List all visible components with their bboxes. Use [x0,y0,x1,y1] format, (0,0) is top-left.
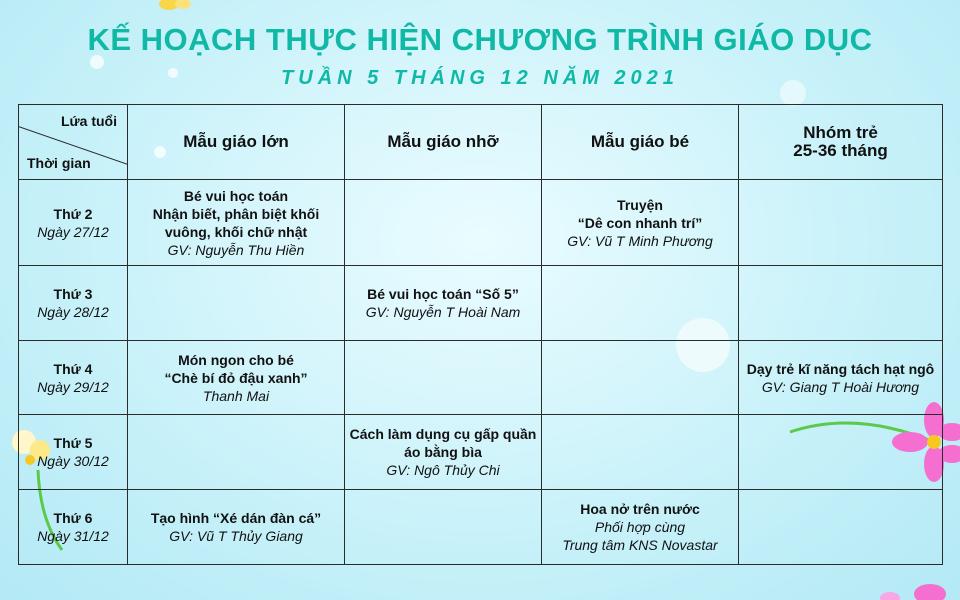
date-label: Ngày 30/12 [37,453,109,469]
activity-cell [542,266,739,341]
page-subtitle: TUẦN 5 THÁNG 12 NĂM 2021 [281,67,679,89]
page-title: KẾ HOẠCH THỰC HIỆN CHƯƠNG TRÌNH GIÁO DỤC [87,22,873,57]
activity-cell [345,415,542,490]
partner-name: Trung tâm KNS Novastar [562,537,718,553]
activity-cell [542,415,739,490]
activity-cell [542,180,739,266]
activity-detail: “Chè bí đỏ đậu xanh” [164,369,308,386]
table-row [19,415,943,490]
day-cell [19,490,128,565]
day-label: Thứ 4 [53,360,93,377]
activity-cell [345,266,542,341]
table-row [19,180,943,266]
activity-title: Món ngon cho bé [178,351,294,368]
activity-cell [542,490,739,565]
activity-cell [128,490,345,565]
teacher-label: GV: Ngô Thủy Chi [386,462,500,478]
teacher-label: GV: Giang T Hoài Hương [761,378,920,395]
schedule-table [18,104,943,565]
day-cell [19,266,128,341]
activity-cell [542,341,739,415]
column-header: Mẫu giáo bé [542,105,739,180]
corner-cell [19,105,128,180]
activity-cell [739,266,943,341]
day-label: Thứ 3 [53,286,93,302]
activity-cell [128,266,345,341]
activity-cell [739,180,943,266]
activity-title: Hoa nở trên nước [580,501,700,517]
activity-cell [128,180,345,266]
activity-cell [739,415,943,490]
activity-cell [345,490,542,565]
day-cell [19,341,128,415]
column-header: Mẫu giáo lớn [128,105,345,180]
butterfly-icon [155,0,195,16]
activity-detail: Nhận biết, phân biệt khối vuông, khối chữ nhật [152,205,320,240]
column-header [739,105,943,180]
teacher-label: GV: Vũ T Minh Phương [567,232,713,249]
activity-cell [345,341,542,415]
date-label: Ngày 29/12 [37,378,109,395]
table-row [19,490,943,565]
flower-icon [860,580,960,600]
activity-title: Bé vui học toán “Số 5” [367,286,519,302]
activity-detail: “Dê con nhanh trí” [577,214,703,231]
teacher-label: GV: Vũ T Thủy Giang [169,528,303,544]
activity-title: Truyện [617,196,663,213]
day-label: Thứ 6 [53,510,93,526]
activity-cell [739,341,943,415]
day-cell [19,180,128,266]
activity-cell [345,180,542,266]
day-label: Thứ 5 [53,435,93,451]
teacher-label: GV: Nguyễn T Hoài Nam [365,304,521,320]
activity-title: Bé vui học toán [183,187,289,204]
activity-title: Dạy trẻ kĩ năng tách hạt ngô [746,360,935,377]
activity-cell [128,415,345,490]
table-row [19,266,943,341]
date-label: Ngày 28/12 [37,304,109,320]
day-cell [19,415,128,490]
date-label: Ngày 31/12 [37,528,109,544]
teacher-label: GV: Nguyễn Thu Hiền [167,241,305,258]
table-row [19,341,943,415]
activity-cell [739,490,943,565]
corner-age-label: Lứa tuổi [60,113,117,129]
activity-title: Cách làm dụng cụ gấp quần áo bằng bìa [349,426,537,460]
column-header-line: 25-36 tháng [793,141,888,160]
activity-partner: Phối hợp cùng [594,519,686,535]
column-header-line: Nhóm trẻ [803,123,878,142]
corner-time-label: Thời gian [27,155,91,171]
table-header-row [19,105,943,180]
activity-cell [128,341,345,415]
teacher-label: Thanh Mai [202,387,270,404]
column-header: Mẫu giáo nhỡ [345,105,542,180]
day-label: Thứ 2 [53,205,93,222]
activity-title: Tạo hình “Xé dán đàn cá” [150,510,322,526]
date-label: Ngày 27/12 [37,223,109,240]
